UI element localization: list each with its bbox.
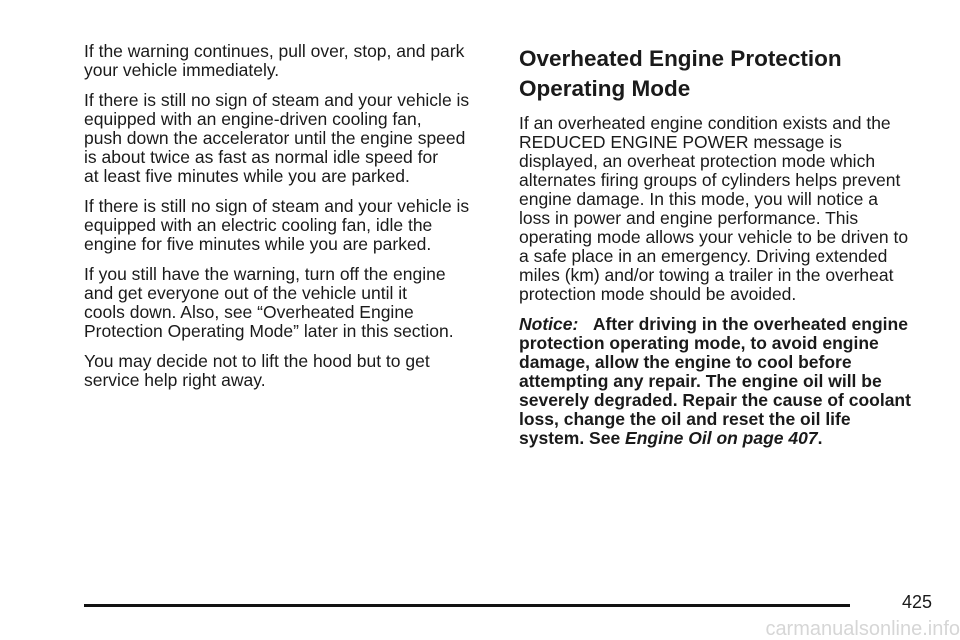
footer-rule xyxy=(84,604,850,607)
text-line: at least five minutes while you are parked. xyxy=(84,166,410,186)
text-line: loss in power and engine performance. This xyxy=(519,208,859,228)
paragraph-service-help xyxy=(84,352,494,390)
paragraph-warning-continues xyxy=(84,42,494,80)
notice-line: loss, change the oil and reset the oil life xyxy=(519,409,851,429)
paragraph-electric-fan xyxy=(84,197,494,254)
text-line: equipped with an engine-driven cooling fan, xyxy=(84,109,422,129)
notice-block xyxy=(519,315,929,448)
notice-text: After driving in the overheated engine xyxy=(592,314,908,334)
notice-line: damage, allow the engine to cool before xyxy=(519,352,852,372)
text-line: displayed, an overheat protection mode which xyxy=(519,151,876,171)
text-line: a safe place in an emergency. Driving extended xyxy=(519,246,888,266)
text-line: You may decide not to lift the hood but to get xyxy=(84,351,430,371)
text-line: If there is still no sign of steam and your vehicle is xyxy=(84,196,470,216)
section-heading xyxy=(519,42,929,104)
notice-line: severely degraded. Repair the cause of coolant xyxy=(519,390,911,410)
paragraph-overheat-mode xyxy=(519,114,929,304)
text-line: is about twice as fast as normal idle speed for xyxy=(84,147,439,167)
text-line: REDUCED ENGINE POWER message is xyxy=(519,132,842,152)
notice-period: . xyxy=(817,428,823,448)
heading-line: Operating Mode xyxy=(519,76,691,101)
text-line: Protection Operating Mode” later in this section. xyxy=(84,321,454,341)
text-line: operating mode allows your vehicle to be driven to xyxy=(519,227,909,247)
text-line: cools down. Also, see “Overheated Engine xyxy=(84,302,414,322)
paragraph-still-warning xyxy=(84,265,494,341)
text-line: service help right away. xyxy=(84,370,266,390)
notice-last-line xyxy=(519,429,929,448)
text-line: If there is still no sign of steam and your vehicle is xyxy=(84,90,470,110)
text-line: push down the accelerator until the engine speed xyxy=(84,128,466,148)
text-line: If you still have the warning, turn off the engine xyxy=(84,264,446,284)
notice-line: protection operating mode, to avoid engine xyxy=(519,333,879,353)
engine-oil-reference-link[interactable]: Engine Oil on page 407 xyxy=(625,428,818,448)
text-line: equipped with an electric cooling fan, idle the xyxy=(84,215,433,235)
text-line: alternates firing groups of cylinders helps prevent xyxy=(519,170,901,190)
text-line: miles (km) and/or towing a trailer in the overheat xyxy=(519,265,894,285)
text-line: If an overheated engine condition exists and the xyxy=(519,113,891,133)
left-column xyxy=(84,42,494,401)
notice-see-text: system. See xyxy=(519,428,626,448)
text-line: protection mode should be avoided. xyxy=(519,284,797,304)
notice-line: attempting any repair. The engine oil will be xyxy=(519,371,882,391)
text-line: and get everyone out of the vehicle until it xyxy=(84,283,407,303)
heading-line: Overheated Engine Protection xyxy=(519,46,842,71)
paragraph-engine-driven-fan xyxy=(84,91,494,186)
watermark: carmanualsonline.info xyxy=(765,618,960,640)
text-line: engine damage. In this mode, you will notice a xyxy=(519,189,878,209)
notice-label: Notice: xyxy=(519,314,579,334)
page-number: 425 xyxy=(901,592,932,612)
text-line: engine for five minutes while you are parked. xyxy=(84,234,432,254)
text-line: If the warning continues, pull over, stop, and park xyxy=(84,41,465,61)
right-column xyxy=(519,42,929,459)
notice-first-line xyxy=(519,315,929,334)
text-line: your vehicle immediately. xyxy=(84,60,280,80)
